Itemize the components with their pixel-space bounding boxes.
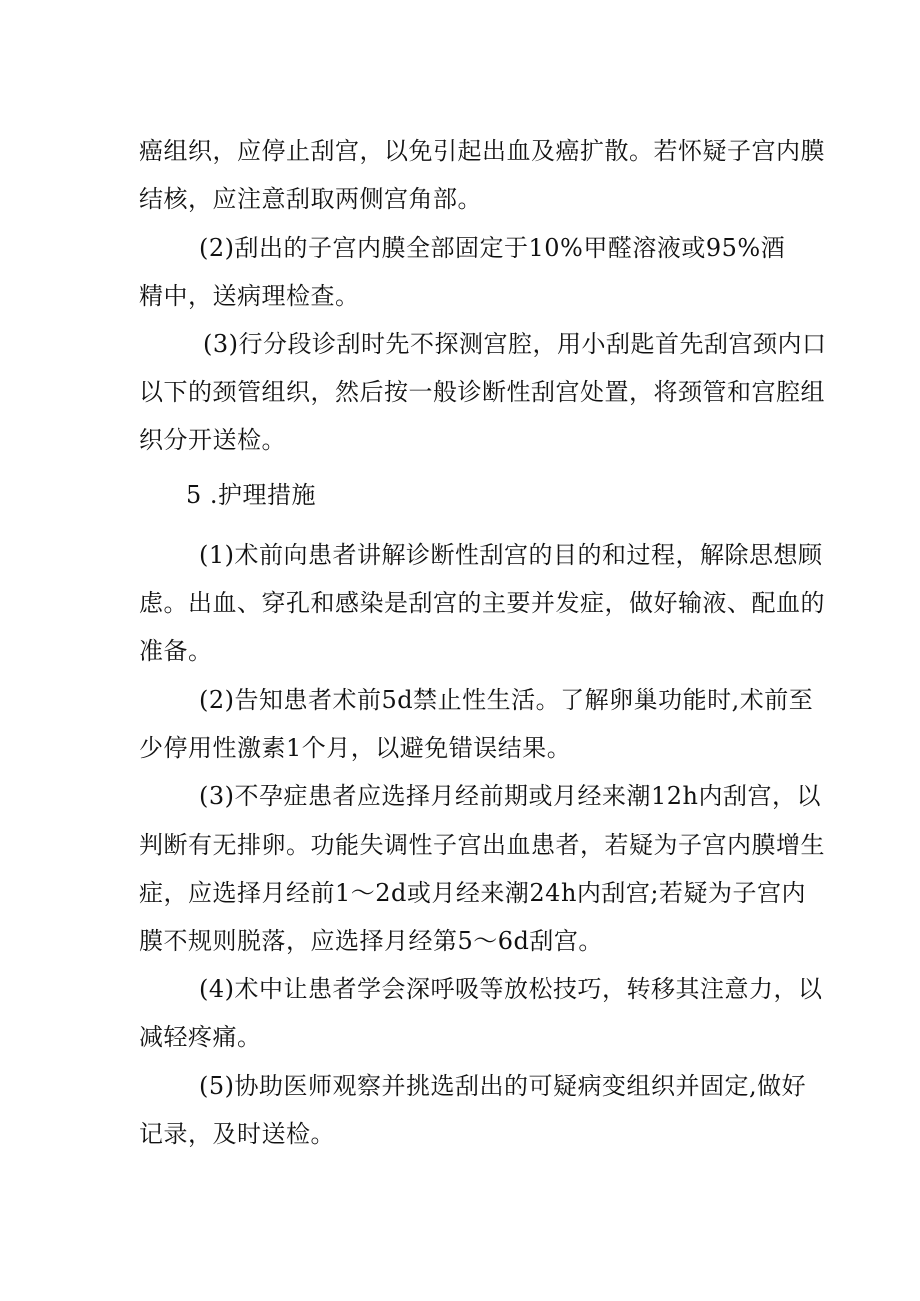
text-line-4: 精中，送病理检查。 — [139, 282, 360, 310]
text-line-7: 织分开送检。 — [139, 426, 286, 454]
text-line-19: 减轻疼痛。 — [139, 1023, 262, 1051]
text-line-2: 结核，应注意刮取两侧宫角部。 — [139, 185, 482, 213]
text-line-14: (3)不孕症患者应选择月经前期或月经来潮12h内刮宫，以 — [199, 782, 821, 810]
text-line-21: 记录，及时送检。 — [139, 1120, 335, 1148]
text-line-12: (2)告知患者术前5d禁止性生活。了解卵巢功能时,术前至 — [199, 686, 814, 714]
text-line-11: 准备。 — [139, 637, 213, 665]
text-line-16: 症，应选择月经前1～2d或月经来潮24h内刮宫;若疑为子宫内 — [139, 879, 806, 907]
text-line-9: (1)术前向患者讲解诊断性刮宫的目的和过程，解除思想顾 — [199, 541, 823, 569]
text-line-15: 判断有无排卵。功能失调性子宫出血患者，若疑为子宫内膜增生 — [139, 831, 825, 859]
text-line-5: (3)行分段诊刮时先不探测宫腔，用小刮匙首先刮宫颈内口 — [203, 330, 827, 358]
text-line-18: (4)术中让患者学会深呼吸等放松技巧，转移其注意力，以 — [199, 975, 823, 1003]
section-heading: 5 .护理措施 — [186, 481, 317, 509]
text-line-20: (5)协助医师观察并挑选刮出的可疑病变组织并固定,做好 — [199, 1072, 807, 1100]
text-line-17: 膜不规则脱落，应选择月经第5～6d刮宫。 — [139, 927, 603, 955]
text-line-3: (2)刮出的子宫内膜全部固定于10%甲醛溶液或95%酒 — [199, 234, 786, 262]
text-line-6: 以下的颈管组织，然后按一般诊断性刮宫处置，将颈管和宫腔组 — [139, 378, 825, 406]
text-line-1: 癌组织，应停止刮宫，以免引起出血及癌扩散。若怀疑子宫内膜 — [139, 137, 825, 165]
text-line-10: 虑。出血、穿孔和感染是刮宫的主要并发症，做好输液、配血的 — [139, 589, 825, 617]
text-line-13: 少停用性激素1个月，以避免错误结果。 — [139, 734, 572, 762]
